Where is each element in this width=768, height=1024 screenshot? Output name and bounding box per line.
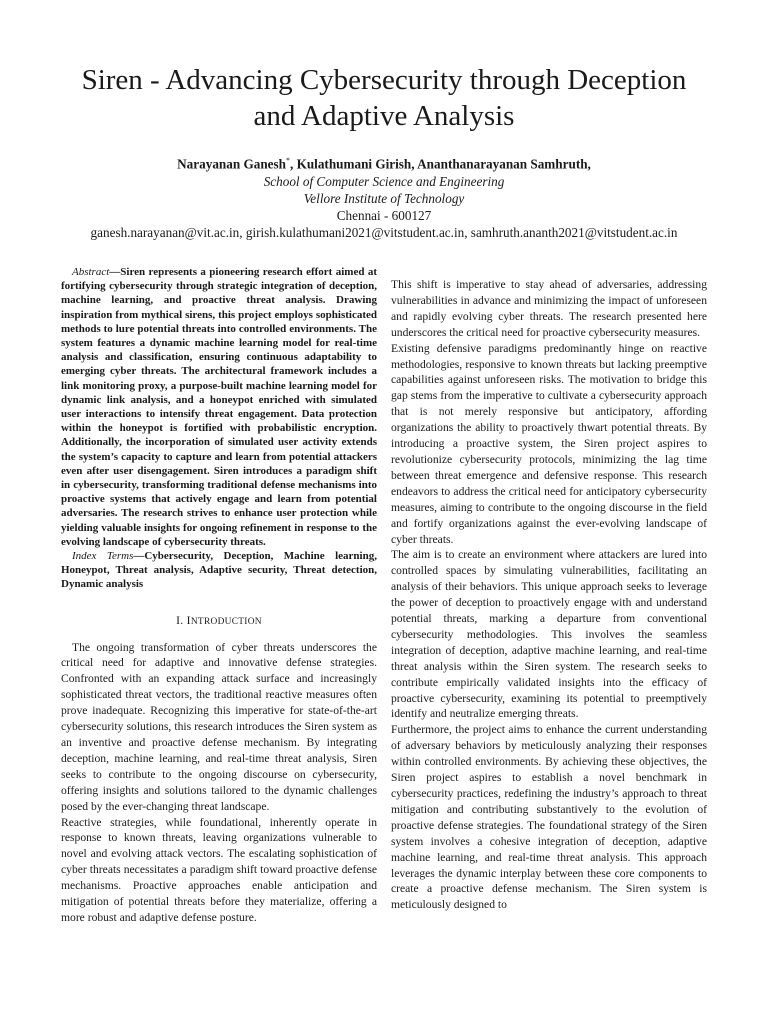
author-list [20, 152, 748, 172]
right-column [391, 277, 707, 913]
affiliation-city: Chennai - 600127 [336, 208, 432, 223]
section-title: NTRODUCTION [190, 616, 262, 627]
affiliation-institute: Vellore Institute of Technology [303, 191, 465, 206]
index-terms-label: Index Terms [72, 550, 134, 563]
intro-paragraph: Reactive strategies, while foundational, inherently operate in response to known threats, leaving organizations vulnerable to novel and evolving attack vectors. The escalating sophistication of cyber threats necessitates a paradigm shift toward proactive defense mechanisms. Proactive approaches enable anticipation and mitigation of potential threats before they materialize, offering a more robust and adaptive defense posture. [61, 815, 377, 924]
body-paragraph: Furthermore, the project aims to enhance the current understanding of adversary behaviors by meticulously analyzing their responses within controlled environments. By achieving these objectives, the Siren project aspires to establish a novel benchmark in cybersecurity practices, redefining the industry’s approach to threat mitigation and contributing substantively to the evolution of proactive defense strategies. The foundational strategy of the Siren system involves a cohesive integration of deception, adaptive machine learning, and real-time threat analysis. This approach leverages the dynamic interplay between these core components to create a proactive defense mechanism. The Siren system is meticulously designed to [391, 723, 707, 912]
affiliation-school: School of Computer Science and Engineering [263, 174, 505, 189]
intro-paragraph: The ongoing transformation of cyber threats underscores the critical need for adaptive and innovative defense strategies. Confronted with an expanding attack surface and increasingly sophisticated threat vectors, the traditional reactive measures often prove inadequate. Recognizing this imperative for state-of-the-art cybersecurity solutions, this research introduces the Siren system as an inventive and proactive defense mechanism. By integrating deception, machine learning, and real-time threat analysis, Siren seeks to contribute to the ongoing discourse on cybersecurity, offering insights and solutions tailored to the dynamic challenges posed by the ever-changing threat landscape. [61, 640, 377, 813]
author-separator: , [587, 156, 591, 172]
author-separator: , [411, 156, 418, 172]
title-line-1: Siren - Advancing Cybersecurity through Deception [81, 64, 687, 96]
left-column [61, 265, 377, 926]
paper-title [40, 62, 728, 134]
abstract-label: Abstract [72, 266, 110, 278]
abstract-text: —Siren represents a pioneering research effort aimed at fortifying cybersecurity through strategic integration of deception, machine learning, and proactive threat analysis. Drawing inspiration from mythical sirens, this project employs sophisticated methods to lure potential threats into controlled environments. The system features a dynamic machine learning model for real-time analysis and classification, ensuring continuous adaptability to emerging cyber threats. The architectural framework includes a link monitoring proxy, a purpose-built machine learning model for dynamic link analysis, and a honeypot enriched with simulated user interactions to intensify threat engagement. Data protection within the honeypot is fortified with probabilistic encryption. Additionally, the incorporation of simulated user activity extends the system’s capacity to capture and learn from potential attackers even after user disengagement. Siren introduces a paradigm shift in cybersecurity, transforming traditional defense mechanisms into proactive systems that actively engage and learn from potential adversaries. The research strives to enhance user protection while yielding valuable insights for ongoing refinement in response to the evolving landscape of cybersecurity threats. [61, 266, 377, 548]
abstract [61, 265, 377, 549]
index-terms [61, 549, 377, 592]
section-heading-introduction [61, 613, 377, 631]
body-paragraph: The aim is to create an environment where attackers are lured into controlled spaces by simulating vulnerabilities, facilitating an analysis of their behaviors. This unique approach seeks to leverage the power of deception to proactively engage with and understand potential threats, marking a departure from conventional cybersecurity methodologies. This involves the seamless integration of deception, adaptive machine learning, and real-time threat analysis within the Siren system. The research seeks to contribute empirically validated insights into the efficacy of proactive cybersecurity, examining its potential to preemptively identify and neutralize emerging threats. [391, 548, 707, 721]
author-name: Narayanan Ganesh [177, 156, 286, 172]
author-emails: ganesh.narayanan@vit.ac.in, girish.kulathumani2021@vitstudent.ac.in, samhruth.ananth2021@vitstudent.ac.in [90, 225, 678, 240]
author-name: Ananthanarayanan Samhruth [417, 156, 588, 172]
body-paragraph: Existing defensive paradigms predominantly hinge on reactive methodologies, responsive to known threats but lacking preemptive capabilities against unforeseen risks. The motivation to bridge this gap stems from the imperative to cultivate a cybersecurity approach that is not merely responsive but anticipatory, affording organizations the ability to proactively thwart potential threats. By introducing a proactive system, the Siren project aspires to revolutionize cybersecurity protocols, minimizing the lag time between threat emergence and defensive response. This research endeavors to address the critical need for anticipatory cybersecurity measures, aiming to contribute to the ongoing discourse in the field and fortify organizations against the ever-evolving landscape of cyber threats. [391, 341, 707, 546]
corresponding-author-mark: * [285, 156, 290, 165]
author-name: Kulathumani Girish [296, 156, 412, 172]
section-number: I. I [176, 613, 191, 627]
body-paragraph: This shift is imperative to stay ahead of adversaries, addressing vulnerabilities in advance and minimizing the impact of unforeseen and rapidly evolving cyber threats. The research presented here underscores the critical need for proactive cybersecurity measures. [391, 278, 707, 339]
title-line-2: and Adaptive Analysis [253, 100, 515, 132]
index-terms-text: —Cybersecurity, Deception, Machine learning, Honeypot, Threat analysis, Adaptive security, Threat detection, Dynamic analysis [61, 550, 377, 591]
author-separator: , [289, 156, 297, 172]
